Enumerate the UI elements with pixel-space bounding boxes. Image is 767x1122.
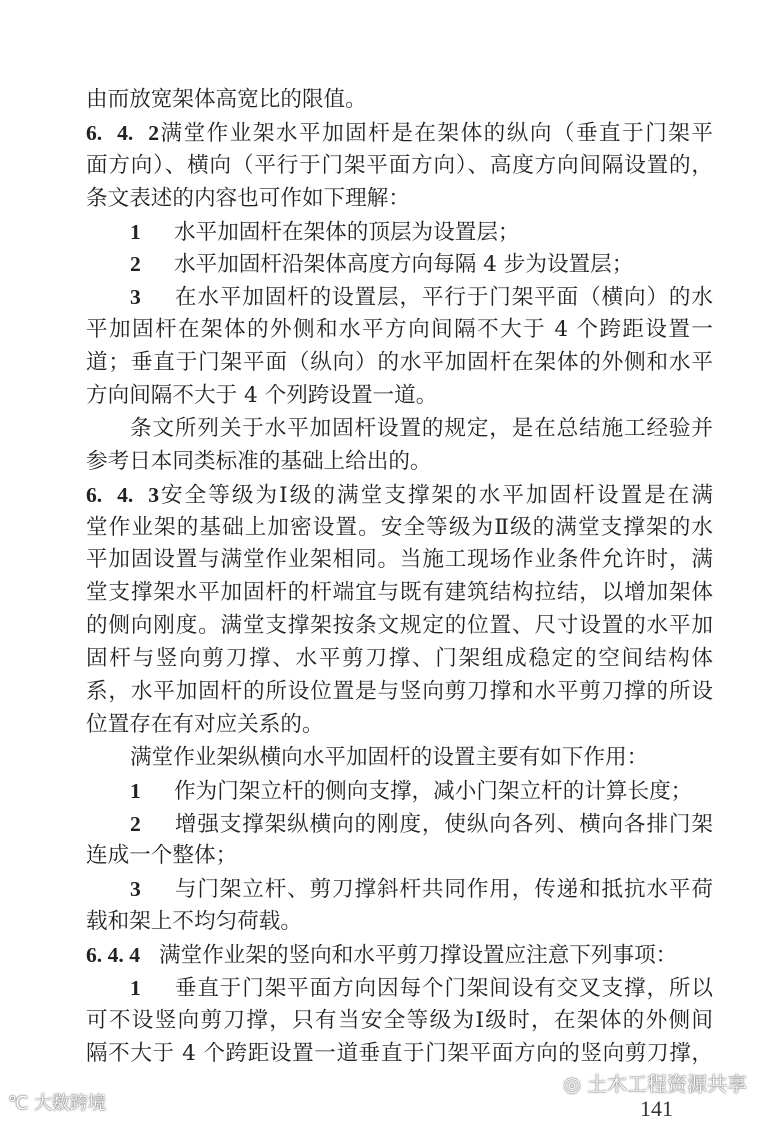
section-number: 6. 4. 3 [86, 482, 159, 507]
watermark-text: 大数跨境 [33, 1093, 106, 1114]
line-text: 堂支撑架水平加固杆的杆端宜与既有建筑结构拉结，以增加架体 [86, 580, 713, 606]
section-number: 6. 4. 2 [86, 120, 159, 145]
text-line [86, 216, 713, 249]
text-line [86, 413, 713, 446]
line-text: 道；垂直于门架平面（纵向）的水平加固杆在架体的外侧和水平 [86, 350, 713, 376]
text-line [86, 1005, 713, 1038]
line-text: 水平加固杆沿架体高度方向每隔 4 步为设置层； [174, 252, 634, 278]
text-line [86, 512, 713, 545]
text-line [86, 479, 713, 512]
section-number: 6. 4. 4 [86, 943, 140, 968]
line-text: 水平加固杆在架体的顶层为设置层； [174, 219, 520, 245]
line-text: 满堂作业架的竖向和水平剪刀撑设置应注意下列事项： [159, 943, 678, 969]
text-line [86, 183, 713, 216]
text-line [86, 248, 713, 281]
text-line [86, 281, 713, 314]
text-line [86, 84, 713, 117]
text-line [86, 380, 713, 413]
text-line [86, 446, 713, 479]
line-text: 平加固杆在架体的外侧和水平方向间隔不大于 4 个跨距设置一 [86, 317, 713, 343]
text-line [86, 314, 713, 347]
line-text: 参考日本同类标准的基础上给出的。 [86, 448, 432, 474]
line-text: 由而放宽架体高宽比的限值。 [86, 87, 367, 112]
line-text: 连成一个整体； [86, 843, 238, 869]
watermark-left [8, 1093, 106, 1115]
text-line [86, 840, 713, 873]
text-line [86, 1038, 713, 1071]
watermark-text: 土木工程资源共享 [587, 1072, 747, 1096]
line-text: 的侧向刚度。满堂支撑架按条文规定的位置、尺寸设置的水平加 [86, 613, 713, 639]
line-text: 满堂作业架水平加固杆是在架体的纵向（垂直于门架平 [159, 120, 713, 146]
line-text: 垂直于门架平面方向因每个门架间设有交叉支撑，所以 [174, 976, 713, 1002]
text-line [86, 610, 713, 643]
line-text: 满堂作业架纵横向水平加固杆的设置主要有如下作用： [130, 744, 649, 770]
item-number: 2 [130, 252, 141, 277]
text-line [86, 676, 713, 709]
text-line [86, 544, 713, 577]
line-text: 与门架立杆、剪刀撑斜杆共同作用，传递和抵抗水平荷 [174, 877, 713, 903]
text-line [86, 972, 713, 1005]
text-line [86, 150, 713, 183]
text-line [86, 577, 713, 610]
text-line [86, 643, 713, 676]
text-line [86, 709, 713, 742]
line-text: 在水平加固杆的设置层，平行于门架平面（横向）的水 [174, 285, 713, 311]
watermark-wechat [563, 1073, 747, 1095]
item-number: 2 [130, 811, 141, 836]
text-line [86, 873, 713, 906]
line-text: 条文所列关于水平加固杆设置的规定，是在总结施工经验并 [130, 415, 713, 441]
line-text: 堂作业架的基础上加密设置。安全等级为Ⅱ级的满堂支撑架的水 [86, 514, 713, 540]
document-body [86, 84, 713, 1071]
item-number: 1 [130, 219, 141, 244]
text-line [86, 742, 713, 775]
line-text: 面方向）、横向（平行于门架平面方向）、高度方向间隔设置的， [86, 152, 713, 178]
line-text: 可不设竖向剪刀撑，只有当安全等级为Ⅰ级时，在架体的外侧间 [86, 1007, 713, 1033]
line-text: 安全等级为Ⅰ级的满堂支撑架的水平加固杆设置是在满 [159, 482, 713, 508]
text-line [86, 939, 713, 972]
line-text: 增强支撑架纵横向的刚度，使纵向各列、横向各排门架 [174, 811, 713, 837]
text-line [86, 808, 713, 841]
line-text: 条文表述的内容也可作如下理解： [86, 185, 410, 211]
line-text: 固杆与竖向剪刀撑、水平剪刀撑、门架组成稳定的空间结构体 [86, 646, 713, 672]
line-text: 隔不大于 4 个跨距设置一道垂直于门架平面方向的竖向剪刀撑， [86, 1040, 713, 1066]
item-number: 3 [130, 877, 141, 902]
logo-icon: ℃ [8, 1093, 34, 1114]
line-text: 位置存在有对应关系的。 [86, 711, 324, 737]
text-line [86, 117, 713, 150]
line-text: 平加固设置与满堂作业架相同。当施工现场作业条件允许时，满 [86, 547, 713, 573]
text-line [86, 906, 713, 939]
item-number: 3 [130, 285, 141, 310]
line-text: 系，水平加固杆的所设位置是与竖向剪刀撑和水平剪刀撑的所设 [86, 679, 713, 705]
text-line [86, 347, 713, 380]
line-text: 方向间隔不大于 4 个列跨设置一道。 [86, 383, 438, 409]
text-line [86, 775, 713, 808]
item-number: 1 [130, 976, 141, 1001]
line-text: 作为门架立杆的侧向支撑，减小门架立杆的计算长度； [174, 778, 693, 804]
item-number: 1 [130, 778, 141, 803]
page-number: 141 [640, 1096, 673, 1121]
line-text: 载和架上不均匀荷载。 [86, 909, 302, 935]
wechat-icon: ◎ [563, 1072, 587, 1096]
